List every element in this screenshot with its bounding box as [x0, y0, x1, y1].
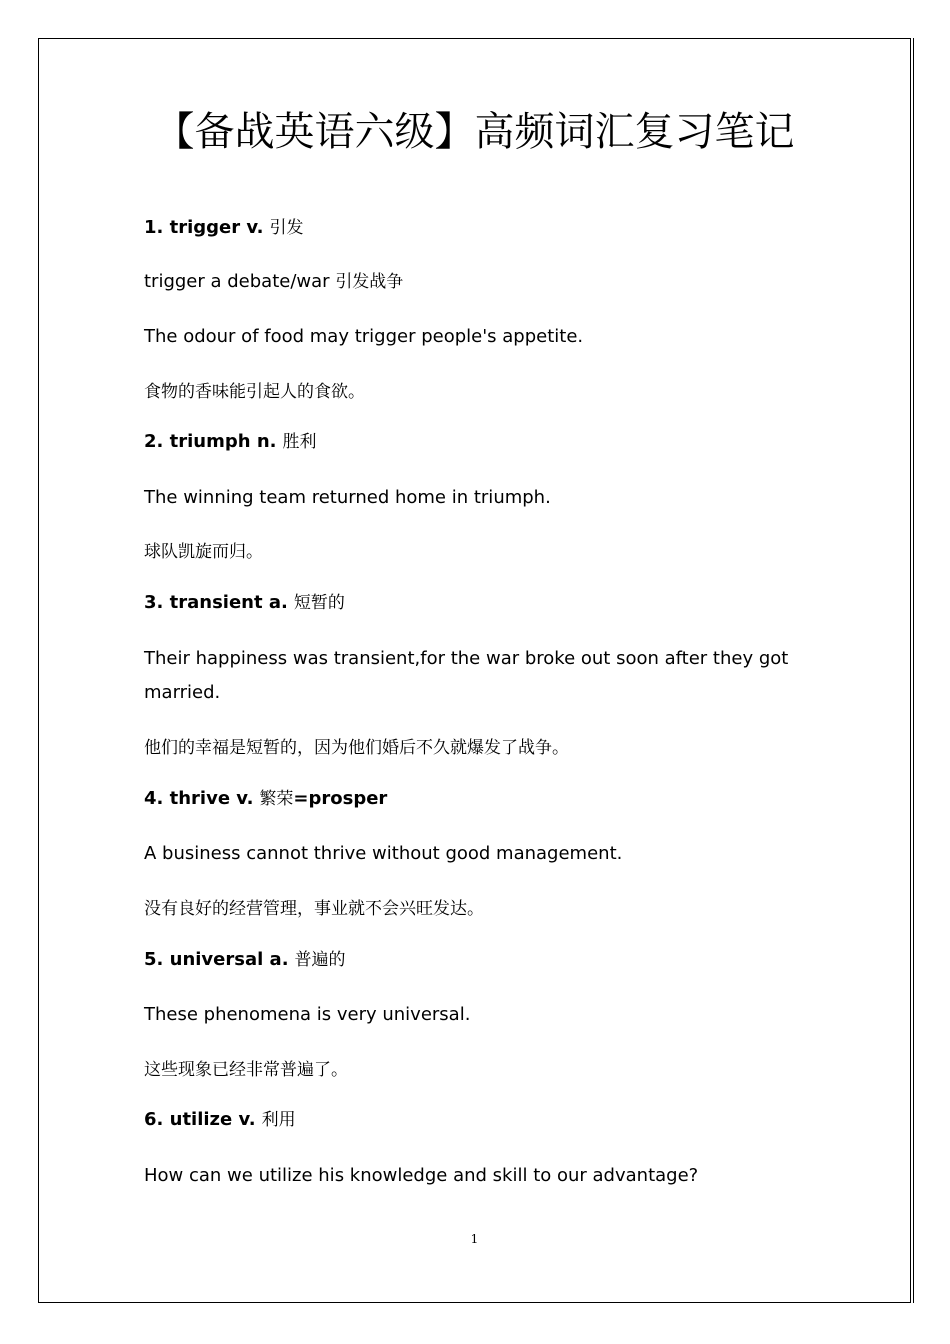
page-border-right — [913, 38, 914, 1303]
example-sentence: How can we utilize his knowledge and skill to our advantage? — [144, 1165, 699, 1186]
example-sentence: These phenomena is very universal. — [144, 1004, 471, 1025]
translation: 他们的幸福是短暂的，因为他们婚后不久就爆发了战争。 — [144, 738, 569, 758]
example-sentence: The winning team returned home in triumph. — [144, 487, 551, 508]
translation: 球队凯旋而归。 — [144, 542, 263, 562]
page-number: 1 — [470, 1232, 479, 1246]
entry-heading: 1. trigger v. 引发 — [144, 217, 304, 238]
example-sentence: The odour of food may trigger people's appetite. — [144, 326, 584, 347]
phrase-line: trigger a debate/war 引发战争 — [144, 271, 404, 292]
entry-heading: 2. triumph n. 胜利 — [144, 431, 317, 452]
translation: 食物的香味能引起人的食欲。 — [144, 382, 365, 402]
translation: 没有良好的经营管理，事业就不会兴旺发达。 — [144, 899, 484, 919]
entry-heading: 3. transient a. 短暂的 — [144, 592, 345, 613]
entry-heading: 4. thrive v. 繁荣=prosper — [144, 788, 388, 809]
example-sentence: A business cannot thrive without good management. — [144, 843, 623, 864]
example-sentence-cont: married. — [144, 682, 221, 703]
entry-heading: 5. universal a. 普遍的 — [144, 949, 346, 970]
translation: 这些现象已经非常普遍了。 — [144, 1060, 348, 1080]
entry-heading: 6. utilize v. 利用 — [144, 1109, 296, 1130]
document-title: 【备战英语六级】高频词汇复习笔记 — [154, 109, 795, 155]
example-sentence: Their happiness was transient,for the war broke out soon after they got — [144, 648, 789, 669]
